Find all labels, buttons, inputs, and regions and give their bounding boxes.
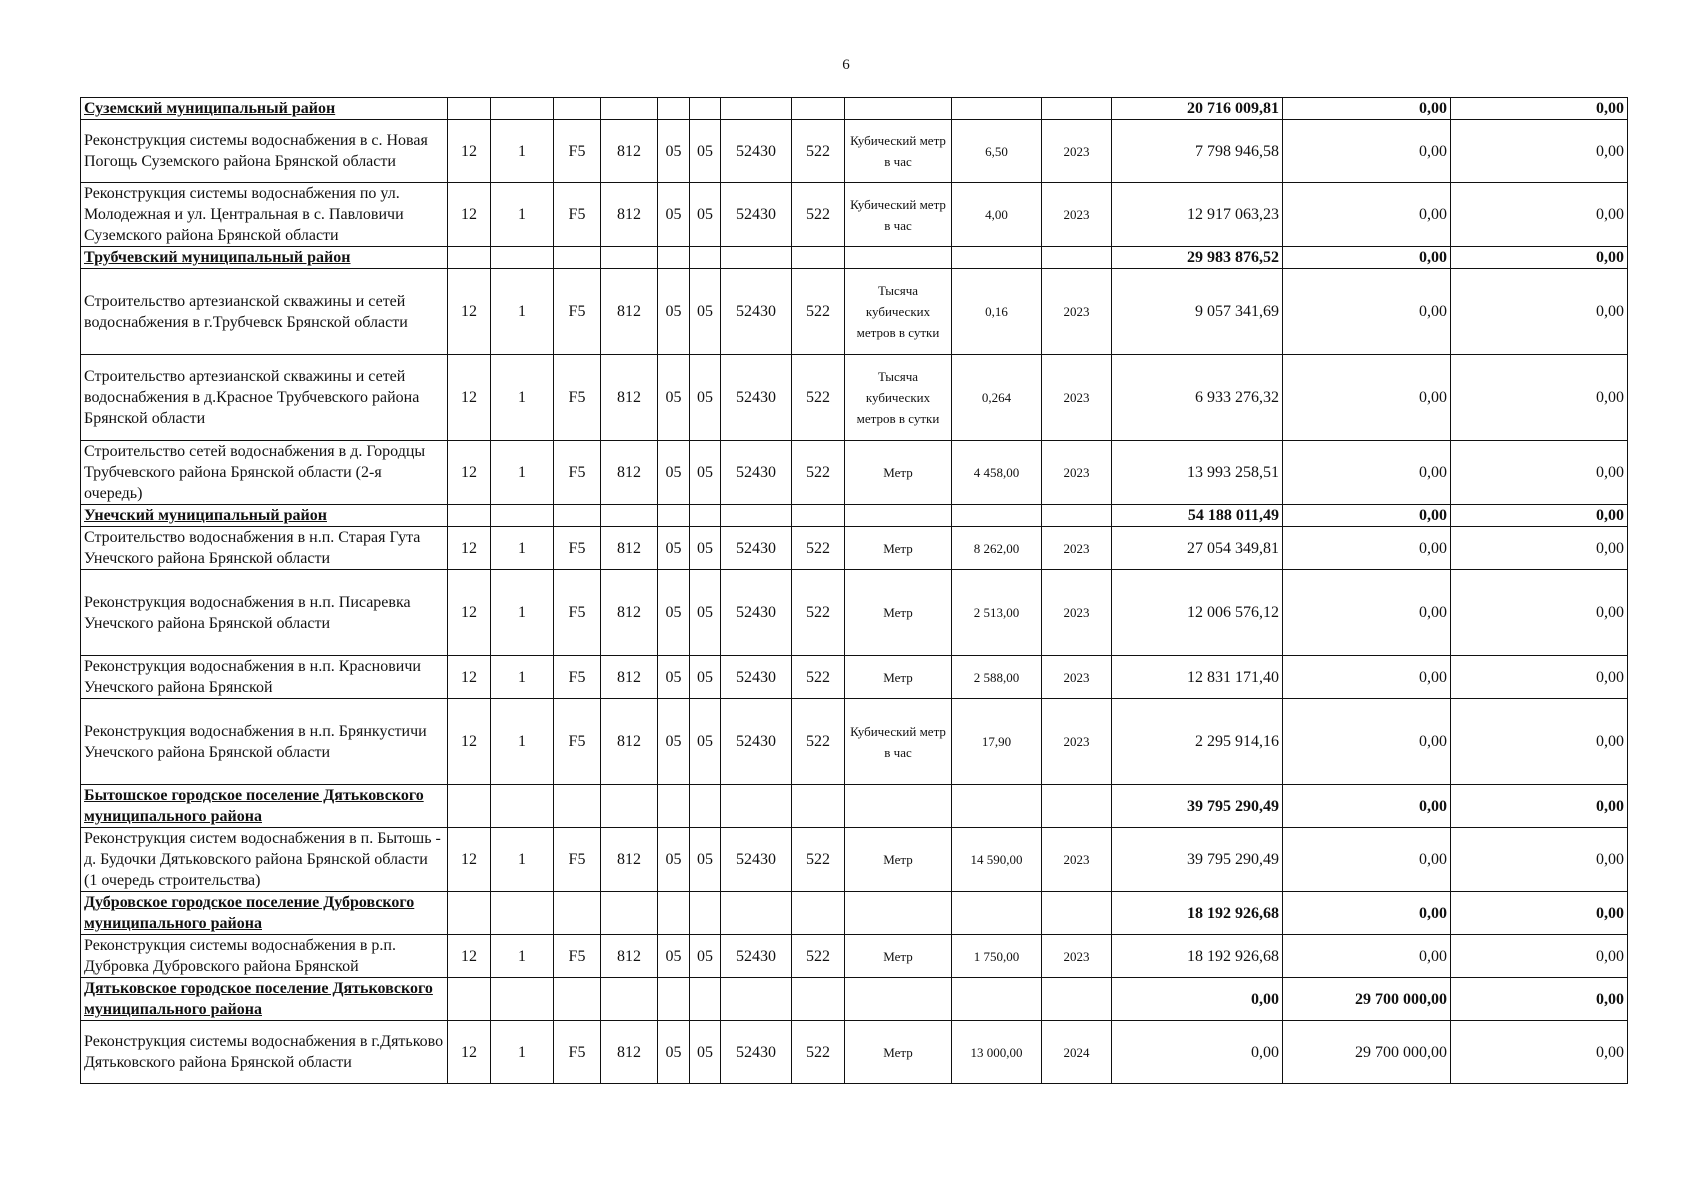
code-cell (491, 505, 554, 527)
year-cell (1042, 505, 1112, 527)
year-cell: 2023 (1042, 935, 1112, 978)
amount-year2: 0,00 (1283, 656, 1451, 699)
group-row (81, 247, 1628, 269)
code-cell (721, 505, 792, 527)
year-cell (1042, 892, 1112, 935)
amount-year2: 29 700 000,00 (1283, 1021, 1451, 1084)
amount-year3: 0,00 (1451, 699, 1628, 785)
unit-cell (845, 505, 952, 527)
capacity-cell (952, 98, 1042, 120)
amount-year2: 0,00 (1283, 441, 1451, 505)
code-cell: 522 (792, 269, 845, 355)
code-cell (554, 505, 601, 527)
code-cell: 12 (448, 935, 491, 978)
unit-cell (845, 247, 952, 269)
code-cell (554, 98, 601, 120)
code-cell: 12 (448, 699, 491, 785)
table-row (81, 355, 1628, 441)
capacity-cell: 2 513,00 (952, 570, 1042, 656)
code-cell (491, 98, 554, 120)
amount-year1: 54 188 011,49 (1112, 505, 1283, 527)
code-cell (690, 978, 721, 1021)
code-cell: F5 (554, 527, 601, 570)
table-row (81, 183, 1628, 247)
row-name: Строительство водоснабжения в н.п. Старая Гута Унечского района Брянской области (81, 527, 448, 570)
code-cell: 52430 (721, 656, 792, 699)
code-cell (792, 505, 845, 527)
unit-cell: Метр (845, 828, 952, 892)
code-cell: 05 (690, 355, 721, 441)
code-cell (601, 247, 658, 269)
code-cell: F5 (554, 355, 601, 441)
amount-year2: 29 700 000,00 (1283, 978, 1451, 1021)
year-cell: 2023 (1042, 120, 1112, 183)
capacity-cell (952, 505, 1042, 527)
amount-year1: 39 795 290,49 (1112, 828, 1283, 892)
amount-year3: 0,00 (1451, 527, 1628, 570)
code-cell (601, 98, 658, 120)
code-cell: 12 (448, 355, 491, 441)
unit-cell: Метр (845, 441, 952, 505)
code-cell (721, 247, 792, 269)
row-name: Трубчевский муниципальный район (81, 247, 448, 269)
unit-cell: Метр (845, 527, 952, 570)
amount-year2: 0,00 (1283, 785, 1451, 828)
table-row (81, 935, 1628, 978)
code-cell: F5 (554, 120, 601, 183)
code-cell: 12 (448, 120, 491, 183)
code-cell: 05 (690, 656, 721, 699)
amount-year1: 6 933 276,32 (1112, 355, 1283, 441)
row-name: Реконструкция систем водоснабжения в п. Бытошь - д. Будочки Дятьковского района Брянской области (1 очередь строительства) (81, 828, 448, 892)
budget-table (80, 97, 1628, 1084)
code-cell: 1 (491, 269, 554, 355)
code-cell: F5 (554, 656, 601, 699)
table-row (81, 269, 1628, 355)
code-cell: 52430 (721, 441, 792, 505)
row-name: Строительство артезианской скважины и сетей водоснабжения в д.Красное Трубчевского района Брянской области (81, 355, 448, 441)
year-cell: 2023 (1042, 570, 1112, 656)
table-row (81, 656, 1628, 699)
unit-cell: Метр (845, 1021, 952, 1084)
code-cell: 12 (448, 570, 491, 656)
code-cell (601, 785, 658, 828)
capacity-cell: 1 750,00 (952, 935, 1042, 978)
code-cell: 05 (658, 570, 690, 656)
code-cell: 05 (658, 120, 690, 183)
capacity-cell: 0,264 (952, 355, 1042, 441)
year-cell: 2023 (1042, 269, 1112, 355)
code-cell: 1 (491, 527, 554, 570)
code-cell (690, 785, 721, 828)
capacity-cell: 8 262,00 (952, 527, 1042, 570)
code-cell: F5 (554, 441, 601, 505)
code-cell: 1 (491, 656, 554, 699)
code-cell: 522 (792, 570, 845, 656)
code-cell: 1 (491, 120, 554, 183)
code-cell (601, 505, 658, 527)
table-row (81, 441, 1628, 505)
row-name: Бытошское городское поселение Дятьковского муниципального района (81, 785, 448, 828)
amount-year3: 0,00 (1451, 978, 1628, 1021)
code-cell: 1 (491, 935, 554, 978)
amount-year3: 0,00 (1451, 935, 1628, 978)
code-cell: 52430 (721, 269, 792, 355)
code-cell (792, 247, 845, 269)
code-cell: 522 (792, 699, 845, 785)
code-cell: 812 (601, 935, 658, 978)
amount-year1: 13 993 258,51 (1112, 441, 1283, 505)
code-cell: 05 (658, 935, 690, 978)
code-cell: 05 (690, 570, 721, 656)
amount-year3: 0,00 (1451, 785, 1628, 828)
code-cell: 05 (690, 828, 721, 892)
group-row (81, 98, 1628, 120)
code-cell: 522 (792, 1021, 845, 1084)
row-name: Реконструкция водоснабжения в н.п. Писаревка Унечского района Брянской области (81, 570, 448, 656)
code-cell: 12 (448, 828, 491, 892)
amount-year3: 0,00 (1451, 183, 1628, 247)
unit-cell (845, 785, 952, 828)
amount-year3: 0,00 (1451, 828, 1628, 892)
code-cell: 52430 (721, 828, 792, 892)
code-cell: 52430 (721, 935, 792, 978)
capacity-cell: 4,00 (952, 183, 1042, 247)
code-cell (448, 892, 491, 935)
code-cell: 05 (690, 441, 721, 505)
row-name: Реконструкция системы водоснабжения в с. Новая Погощь Суземского района Брянской области (81, 120, 448, 183)
code-cell: 05 (690, 269, 721, 355)
table-row (81, 699, 1628, 785)
group-row (81, 892, 1628, 935)
amount-year2: 0,00 (1283, 935, 1451, 978)
table-row (81, 1021, 1628, 1084)
code-cell: 05 (658, 656, 690, 699)
code-cell: 52430 (721, 1021, 792, 1084)
amount-year3: 0,00 (1451, 441, 1628, 505)
code-cell: 05 (658, 269, 690, 355)
code-cell (721, 892, 792, 935)
amount-year1: 2 295 914,16 (1112, 699, 1283, 785)
capacity-cell (952, 892, 1042, 935)
code-cell: 812 (601, 828, 658, 892)
amount-year3: 0,00 (1451, 656, 1628, 699)
year-cell: 2023 (1042, 441, 1112, 505)
code-cell: F5 (554, 935, 601, 978)
code-cell: 12 (448, 1021, 491, 1084)
capacity-cell: 13 000,00 (952, 1021, 1042, 1084)
amount-year1: 20 716 009,81 (1112, 98, 1283, 120)
amount-year1: 7 798 946,58 (1112, 120, 1283, 183)
code-cell (792, 978, 845, 1021)
code-cell: 05 (690, 935, 721, 978)
code-cell: 12 (448, 269, 491, 355)
year-cell: 2023 (1042, 183, 1112, 247)
code-cell: 812 (601, 656, 658, 699)
code-cell: 812 (601, 699, 658, 785)
table-row (81, 570, 1628, 656)
amount-year2: 0,00 (1283, 505, 1451, 527)
unit-cell: Тысяча кубических метров в сутки (845, 355, 952, 441)
amount-year2: 0,00 (1283, 570, 1451, 656)
code-cell (554, 247, 601, 269)
code-cell: 12 (448, 656, 491, 699)
unit-cell: Метр (845, 656, 952, 699)
code-cell: 522 (792, 441, 845, 505)
group-row (81, 785, 1628, 828)
year-cell (1042, 785, 1112, 828)
capacity-cell (952, 978, 1042, 1021)
amount-year1: 29 983 876,52 (1112, 247, 1283, 269)
code-cell (554, 978, 601, 1021)
code-cell: 522 (792, 935, 845, 978)
code-cell (554, 785, 601, 828)
code-cell: 05 (690, 699, 721, 785)
group-row (81, 978, 1628, 1021)
amount-year1: 39 795 290,49 (1112, 785, 1283, 828)
code-cell: 1 (491, 183, 554, 247)
amount-year3: 0,00 (1451, 355, 1628, 441)
year-cell (1042, 98, 1112, 120)
code-cell: 522 (792, 828, 845, 892)
amount-year3: 0,00 (1451, 120, 1628, 183)
row-name: Реконструкция водоснабжения в н.п. Брянкустичи Унечского района Брянской области (81, 699, 448, 785)
row-name: Строительство сетей водоснабжения в д. Городцы Трубчевского района Брянской области (2-я очередь) (81, 441, 448, 505)
code-cell (601, 892, 658, 935)
code-cell: 52430 (721, 570, 792, 656)
amount-year1: 27 054 349,81 (1112, 527, 1283, 570)
capacity-cell: 0,16 (952, 269, 1042, 355)
code-cell: 1 (491, 441, 554, 505)
code-cell: 1 (491, 570, 554, 656)
unit-cell: Метр (845, 570, 952, 656)
group-row (81, 505, 1628, 527)
code-cell: 52430 (721, 183, 792, 247)
code-cell (658, 505, 690, 527)
code-cell: 812 (601, 269, 658, 355)
code-cell: 1 (491, 699, 554, 785)
code-cell: 05 (658, 441, 690, 505)
code-cell (690, 247, 721, 269)
code-cell (658, 247, 690, 269)
unit-cell: Кубический метр в час (845, 699, 952, 785)
amount-year3: 0,00 (1451, 269, 1628, 355)
amount-year3: 0,00 (1451, 505, 1628, 527)
unit-cell (845, 98, 952, 120)
amount-year2: 0,00 (1283, 269, 1451, 355)
amount-year3: 0,00 (1451, 98, 1628, 120)
code-cell: 812 (601, 570, 658, 656)
amount-year2: 0,00 (1283, 892, 1451, 935)
row-name: Строительство артезианской скважины и сетей водоснабжения в г.Трубчевск Брянской области (81, 269, 448, 355)
code-cell (491, 785, 554, 828)
unit-cell: Метр (845, 935, 952, 978)
year-cell: 2023 (1042, 828, 1112, 892)
row-name: Дятьковское городское поселение Дятьковского муниципального района (81, 978, 448, 1021)
code-cell: 1 (491, 1021, 554, 1084)
code-cell: 812 (601, 183, 658, 247)
code-cell: 05 (658, 355, 690, 441)
code-cell (554, 892, 601, 935)
row-name: Реконструкция системы водоснабжения в р.п. Дубровка Дубровского района Брянской (81, 935, 448, 978)
code-cell: F5 (554, 828, 601, 892)
code-cell: 05 (658, 527, 690, 570)
year-cell: 2023 (1042, 527, 1112, 570)
table-row (81, 527, 1628, 570)
amount-year1: 0,00 (1112, 1021, 1283, 1084)
code-cell: 812 (601, 527, 658, 570)
code-cell: 05 (690, 1021, 721, 1084)
row-name: Суземский муниципальный район (81, 98, 448, 120)
unit-cell (845, 978, 952, 1021)
year-cell: 2024 (1042, 1021, 1112, 1084)
code-cell: F5 (554, 1021, 601, 1084)
row-name: Реконструкция системы водоснабжения в г.Дятьково Дятьковского района Брянской области (81, 1021, 448, 1084)
amount-year1: 12 917 063,23 (1112, 183, 1283, 247)
row-name: Дубровское городское поселение Дубровского муниципального района (81, 892, 448, 935)
code-cell (658, 892, 690, 935)
code-cell: 12 (448, 441, 491, 505)
code-cell (448, 247, 491, 269)
code-cell: 812 (601, 120, 658, 183)
row-name: Унечский муниципальный район (81, 505, 448, 527)
code-cell: 12 (448, 527, 491, 570)
code-cell: F5 (554, 570, 601, 656)
code-cell: 52430 (721, 699, 792, 785)
code-cell: 05 (658, 183, 690, 247)
code-cell: 52430 (721, 527, 792, 570)
code-cell (448, 785, 491, 828)
code-cell: 522 (792, 656, 845, 699)
code-cell: 05 (658, 828, 690, 892)
year-cell: 2023 (1042, 656, 1112, 699)
code-cell (448, 978, 491, 1021)
code-cell: F5 (554, 183, 601, 247)
code-cell: 522 (792, 183, 845, 247)
code-cell (721, 98, 792, 120)
code-cell (658, 978, 690, 1021)
capacity-cell: 2 588,00 (952, 656, 1042, 699)
code-cell: 05 (658, 1021, 690, 1084)
year-cell (1042, 978, 1112, 1021)
capacity-cell (952, 247, 1042, 269)
unit-cell: Кубический метр в час (845, 183, 952, 247)
code-cell (658, 785, 690, 828)
code-cell: 12 (448, 183, 491, 247)
code-cell (658, 98, 690, 120)
amount-year2: 0,00 (1283, 355, 1451, 441)
code-cell (448, 505, 491, 527)
code-cell: 1 (491, 828, 554, 892)
code-cell: 522 (792, 120, 845, 183)
table-row (81, 828, 1628, 892)
code-cell (491, 892, 554, 935)
amount-year2: 0,00 (1283, 98, 1451, 120)
code-cell (690, 98, 721, 120)
table-row (81, 120, 1628, 183)
year-cell: 2023 (1042, 355, 1112, 441)
year-cell (1042, 247, 1112, 269)
code-cell (690, 892, 721, 935)
code-cell: F5 (554, 699, 601, 785)
code-cell (721, 785, 792, 828)
unit-cell: Кубический метр в час (845, 120, 952, 183)
code-cell (792, 98, 845, 120)
capacity-cell: 14 590,00 (952, 828, 1042, 892)
code-cell: 05 (658, 699, 690, 785)
code-cell (448, 98, 491, 120)
capacity-cell: 4 458,00 (952, 441, 1042, 505)
capacity-cell: 6,50 (952, 120, 1042, 183)
amount-year2: 0,00 (1283, 247, 1451, 269)
amount-year3: 0,00 (1451, 892, 1628, 935)
code-cell (721, 978, 792, 1021)
row-name: Реконструкция водоснабжения в н.п. Красновичи Унечского района Брянской (81, 656, 448, 699)
code-cell: 05 (690, 183, 721, 247)
amount-year1: 12 831 171,40 (1112, 656, 1283, 699)
amount-year1: 18 192 926,68 (1112, 935, 1283, 978)
page-number: 6 (842, 57, 850, 73)
code-cell: 05 (690, 120, 721, 183)
amount-year3: 0,00 (1451, 1021, 1628, 1084)
amount-year3: 0,00 (1451, 247, 1628, 269)
code-cell: 522 (792, 527, 845, 570)
year-cell: 2023 (1042, 699, 1112, 785)
code-cell (792, 785, 845, 828)
code-cell: 812 (601, 1021, 658, 1084)
amount-year2: 0,00 (1283, 527, 1451, 570)
amount-year1: 9 057 341,69 (1112, 269, 1283, 355)
code-cell: 05 (690, 527, 721, 570)
code-cell: 812 (601, 355, 658, 441)
amount-year1: 18 192 926,68 (1112, 892, 1283, 935)
code-cell (491, 247, 554, 269)
code-cell (491, 978, 554, 1021)
amount-year2: 0,00 (1283, 120, 1451, 183)
amount-year2: 0,00 (1283, 828, 1451, 892)
table-body (81, 98, 1628, 1084)
amount-year1: 0,00 (1112, 978, 1283, 1021)
capacity-cell: 17,90 (952, 699, 1042, 785)
code-cell: 522 (792, 355, 845, 441)
amount-year1: 12 006 576,12 (1112, 570, 1283, 656)
code-cell (601, 978, 658, 1021)
capacity-cell (952, 785, 1042, 828)
row-name: Реконструкция системы водоснабжения по ул. Молодежная и ул. Центральная в с. Павловичи Суземского района Брянской области (81, 183, 448, 247)
code-cell: 812 (601, 441, 658, 505)
code-cell (690, 505, 721, 527)
code-cell: 52430 (721, 355, 792, 441)
code-cell: F5 (554, 269, 601, 355)
amount-year2: 0,00 (1283, 183, 1451, 247)
code-cell: 52430 (721, 120, 792, 183)
code-cell (792, 892, 845, 935)
unit-cell: Тысяча кубических метров в сутки (845, 269, 952, 355)
amount-year2: 0,00 (1283, 699, 1451, 785)
unit-cell (845, 892, 952, 935)
amount-year3: 0,00 (1451, 570, 1628, 656)
code-cell: 1 (491, 355, 554, 441)
